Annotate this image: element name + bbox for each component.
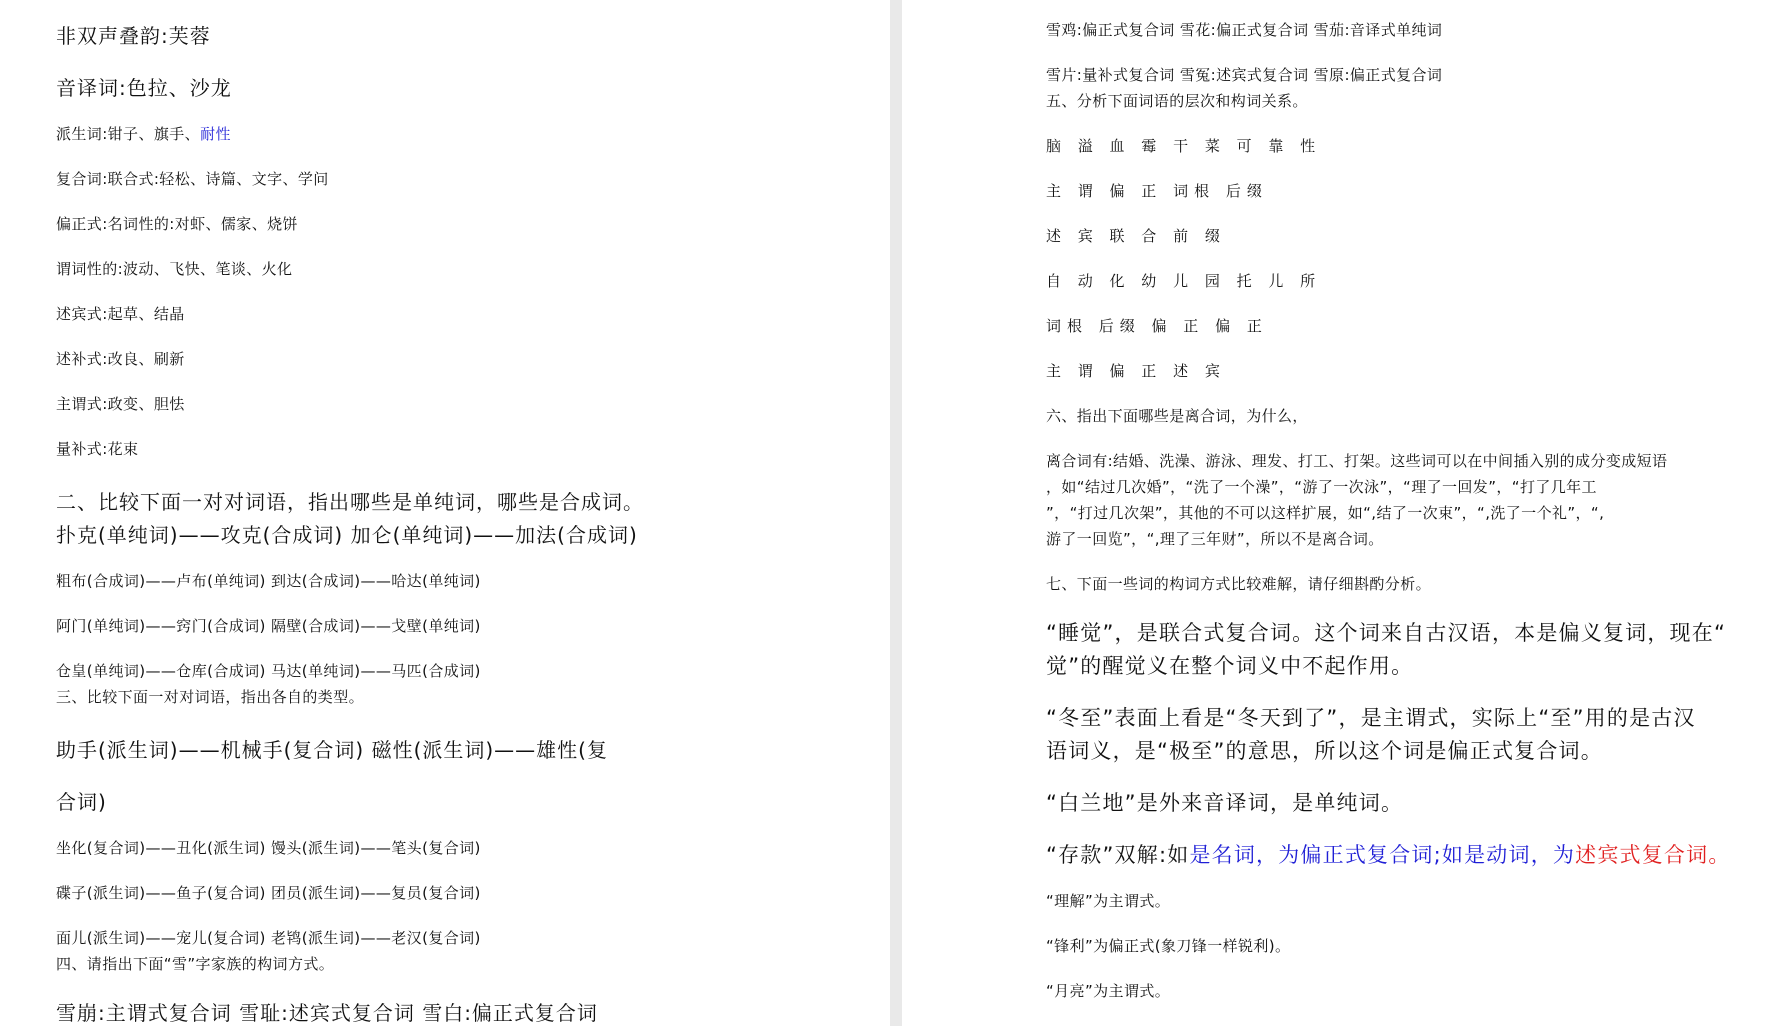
section-heading: 三、比较下面一对对词语，指出各自的类型。 (56, 688, 365, 706)
text-line: 偏正式:名词性的:对虾、儒家、烧饼 (56, 215, 298, 233)
text-line: 游了一回览”，“,理了三年财”，所以不是离合词。 (1046, 530, 1384, 548)
text-line: 复合词:联合式:轻松、诗篇、文字、学问 (56, 170, 329, 188)
text-line: 粗布(合成词)——卢布(单纯词) 到达(合成词)——哈达(单纯词) (56, 572, 481, 590)
text-line: “理解”为主谓式。 (1046, 892, 1171, 910)
text-line: ”，“打过几次架”，其他的不可以这样扩展，如“,结了一次束”，“,洗了一个礼”，“, (1046, 504, 1605, 522)
text-line: 述 宾 联 合 前 缀 (1046, 227, 1226, 245)
text-line: 坐化(复合词)——丑化(派生词) 馒头(派生词)——笔头(复合词) (56, 839, 481, 857)
text-line: 扑克(单纯词)——攻克(合成词) 加仑(单纯词)——加法(合成词) (56, 523, 638, 547)
document-page-left (0, 0, 890, 1026)
text-line: “白兰地”是外来音译词，是单纯词。 (1046, 791, 1404, 815)
text-line: “锋利”为偏正式(象刀锋一样锐利)。 (1046, 937, 1291, 955)
text-line: 阿门(单纯词)——窍门(合成词) 隔壁(合成词)——戈壁(单纯词) (56, 617, 481, 635)
text-span: 派生词:钳子、旗手、 (56, 125, 201, 143)
text-line: 离合词有:结婚、洗澡、游泳、理发、打工、打架。这些词可以在中间插入别的成分变成短语 (1046, 452, 1668, 470)
text-line: 仓皇(单纯词)——仓库(合成词) 马达(单纯词)——马匹(合成词) (56, 662, 481, 680)
text-line: “睡觉”，是联合式复合词。这个词来自古汉语，本是偏义复词，现在“ (1046, 621, 1727, 645)
text-line: 述宾式:起草、结晶 (56, 305, 185, 323)
page-gutter (890, 0, 902, 1026)
section-heading: 七、下面一些词的构词方式比较难解，请仔细斟酌分析。 (1046, 575, 1432, 593)
text-line (1046, 839, 1731, 869)
highlighted-text-blue: 是名词，为偏正式复合词;如是动词，为 (1189, 843, 1576, 867)
document-page-right (902, 0, 1785, 1026)
section-heading: 六、指出下面哪些是离合词，为什么， (1046, 407, 1308, 425)
section-heading: 五、分析下面词语的层次和构词关系。 (1046, 92, 1308, 110)
section-heading: 四、请指出下面“雪”字家族的构词方式。 (56, 955, 335, 973)
text-line: 面儿(派生词)——宠儿(复合词) 老鸨(派生词)——老汉(复合词) (56, 929, 481, 947)
section-heading: 二、比较下面一对对词语，指出哪些是单纯词，哪些是合成词。 (56, 490, 644, 514)
text-line: 雪片:量补式复合词 雪冤:述宾式复合词 雪原:偏正式复合词 (1046, 66, 1443, 84)
text-line: 词根 后缀 偏 正 偏 正 (1046, 317, 1268, 335)
text-line: 雪鸡:偏正式复合词 雪花:偏正式复合词 雪茄:音译式单纯词 (1046, 21, 1443, 39)
text-line: 述补式:改良、刷新 (56, 350, 185, 368)
text-line: “月亮”为主谓式。 (1046, 982, 1171, 1000)
text-line: 主谓式:政变、胆怯 (56, 395, 185, 413)
highlighted-text-red: 述宾式复合词。 (1575, 843, 1731, 867)
highlighted-term: 耐性 (200, 125, 231, 143)
text-line: 自 动 化 幼 儿 园 托 儿 所 (1046, 272, 1322, 290)
text-line: 语词义，是“极至”的意思，所以这个词是偏正式复合词。 (1046, 739, 1603, 763)
text-line: 碟子(派生词)——鱼子(复合词) 团员(派生词)——复员(复合词) (56, 884, 481, 902)
text-line: 觉”的醒觉义在整个词义中不起作用。 (1046, 654, 1414, 678)
text-line: ，如“结过几次婚”，“洗了一个澡”，“游了一次泳”，“理了一回发”，“打了几年工 (1046, 478, 1597, 496)
text-line: 主 谓 偏 正 词根 后缀 (1046, 182, 1268, 200)
text-line: 非双声叠韵:芙蓉 (56, 24, 211, 48)
text-line: 合词) (56, 790, 107, 814)
text-line: 主 谓 偏 正 述 宾 (1046, 362, 1226, 380)
text-line: 量补式:花束 (56, 440, 139, 458)
text-line: 音译词:色拉、沙龙 (56, 76, 232, 100)
text-line (56, 123, 231, 144)
text-line: 助手(派生词)——机械手(复合词) 磁性(派生词)——雄性(复 (56, 738, 608, 762)
text-line: 脑 溢 血 霉 干 菜 可 靠 性 (1046, 137, 1322, 155)
text-span: “存款”双解:如 (1046, 843, 1190, 867)
text-line: “冬至”表面上看是“冬天到了”，是主谓式，实际上“至”用的是古汉 (1046, 706, 1696, 730)
text-line: 雪崩:主谓式复合词 雪耻:述宾式复合词 雪白:偏正式复合词 (56, 1001, 598, 1025)
text-line: 谓词性的:波动、飞快、笔谈、火化 (56, 260, 293, 278)
